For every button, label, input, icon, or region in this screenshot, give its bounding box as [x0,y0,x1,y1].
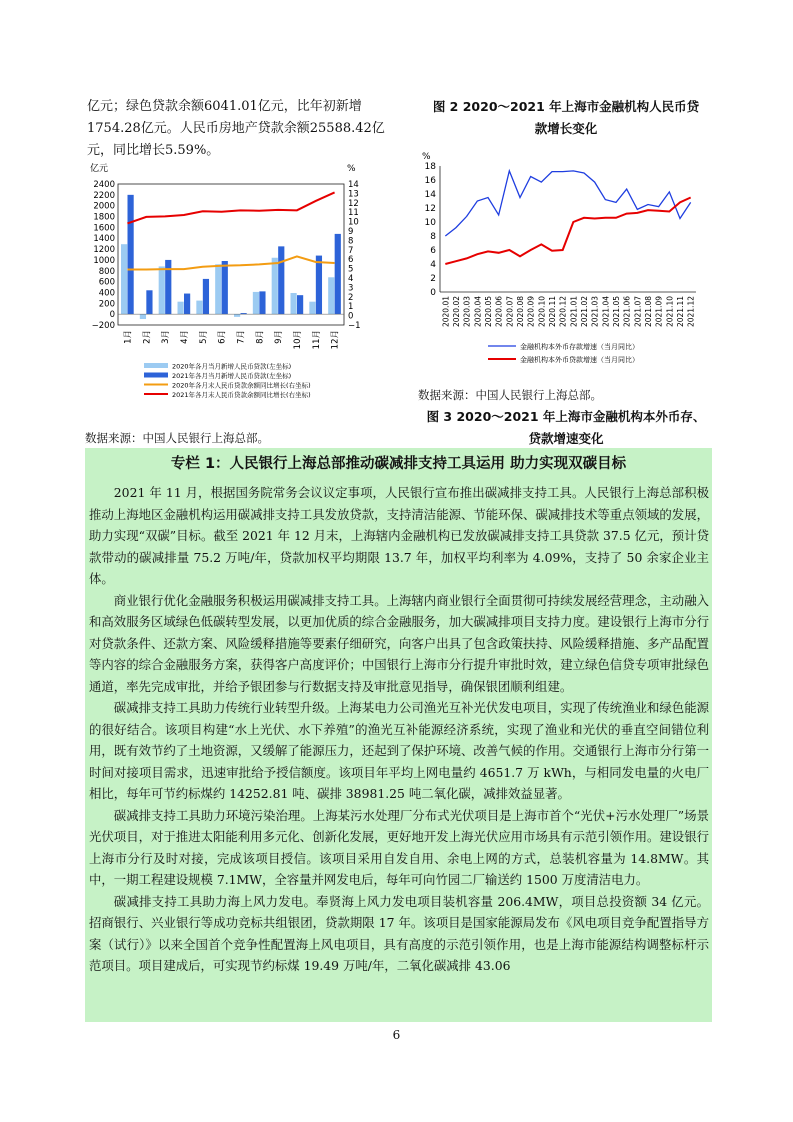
right-tick-label: 9 [348,227,354,237]
y-tick-label: 10 [424,218,436,228]
bar [159,266,165,314]
left-axis-unit: 亿元 [90,164,109,174]
page-number: 6 [392,1028,401,1042]
figure3-title-line1: 图 3 2020～2021 年上海市金融机构本外币存、 [426,409,706,424]
x-tick-label: 10月 [292,330,303,350]
figure3-title [416,406,716,450]
x-tick-label: 2020.05 [484,296,493,328]
legend-label: 金融机构本外币存款增速（当月同比） [520,343,639,351]
legend-label: 2021年各月末人民币贷款余额同比增长(右坐标) [172,391,311,399]
x-tick-label: 2020.02 [452,296,461,328]
bar [335,234,341,314]
x-tick-label: 2020.04 [473,296,483,328]
x-tick-label: 5月 [198,330,209,344]
left-tick-label: 1200 [93,245,115,256]
right-axis-unit: % [347,164,356,174]
x-tick-label: 4月 [179,330,190,344]
x-tick-label: 3月 [161,330,172,344]
bar [309,302,315,314]
figure3-title-line2: 贷款增速变化 [528,431,604,446]
box-paragraph: 2021 年 11 月，根据国务院常务会议议定事项，人民银行宣布推出碳减排支持工具。人民银行上海总部积极推动上海地区金融机构运用碳减排支持工具发放贷款，支持清洁能源、节能环保、碳减排技术等重点领域的发展，助力实现“双碳”目标。截至 2021 年 12 月末，上海辖内金融机构已发放碳减排支持工具贷款 37.5 亿元，预计贷款带动的碳减排量 75.2 万吨/年，贷款加权平均期限 13.7 年，加权平均利率为 4.09%，支持了 50 余家企业主体。 [89,485,709,586]
x-tick-label: 2021.07 [633,296,643,328]
bar [215,264,221,314]
x-tick-label: 2021.03 [590,296,600,328]
x-tick-label: 2021.08 [644,296,653,328]
right-tick-label: 3 [348,283,354,294]
left-tick-label: 1800 [93,212,115,223]
right-tick-label: 12 [348,198,359,209]
bar [178,302,184,314]
x-tick-label: 2020.12 [558,296,568,328]
legend-swatch [144,363,168,368]
figure2-title-line1: 图 2 2020～2021 年上海市金融机构人民币贷 [432,99,700,114]
box-body [89,482,709,977]
box-paragraph: 碳减排支持工具助力传统行业转型升级。上海某电力公司渔光互补光伏发电项目，实现了传统渔业和绿色能源的很好结合。该项目构建“水上光伏、水下养殖”的渔光互补能源经济系统，实现了渔业和光伏的垂直空间错位利用，既有效节约了土地资源，又缓解了能源压力，还起到了保护环境、改善气候的作用。交通银行上海市分行第一时间对接项目需求，迅速审批给予授信额度。该项目年平均上网电量约 4651.7 万 kWh，与相同发电量的火电厂相比，每年可节约标煤约 14252.81 吨、碳排 38981.25 吨二氧化碳，减排效益显著。 [89,700,709,801]
special-column-box [85,448,712,1022]
y-tick-label: 14 [424,190,436,200]
x-tick-label: 1月 [123,330,134,344]
x-tick-label: 2020.06 [494,296,504,328]
figure3-source: 数据来源：中国人民银行上海总部。 [418,388,602,402]
right-tick-label: 1 [348,302,354,313]
y-tick-label: 2 [430,274,436,284]
box-paragraph: 商业银行优化金融服务积极运用碳减排支持工具。上海辖内商业银行全面贯彻可持续发展经营理念，主动融入和高效服务区域绿色低碳转型发展，以更加优质的综合金融服务，加大碳减排项目支持力度。建设银行上海市分行对贷款条件、还款方案、风险缓释措施等要素仔细研究，向客户出具了包含政策扶持、风险缓释措施、多产品配置等内容的综合金融服务方案，获得客户高度评价；中国银行上海市分行提升审批时效，建立绿色信贷专项审批绿色通道，率先完成审批，并给予银团参与行数据支持及审批意见指导，确保银团顺利组建。 [89,592,709,694]
x-tick-label: 2月 [142,330,153,344]
x-tick-label: 2020.08 [516,296,525,328]
x-tick-label: 7月 [236,330,247,344]
left-tick-label: 800 [98,266,115,277]
bar [297,295,303,314]
box-title: 专栏 1：人民银行上海总部推动碳减排支持工具运用 助力实现双碳目标 [170,456,627,472]
figure2-source: 数据来源：中国人民银行上海总部。 [85,431,269,445]
legend-label: 金融机构本外币贷款增速（当月同比） [520,356,639,364]
right-tick-label: 7 [348,245,354,256]
right-tick-label: 8 [348,236,354,247]
bar [121,244,127,314]
y-tick-label: 16 [424,176,436,186]
x-tick-label: 9月 [274,330,285,344]
y-tick-label: 18 [424,162,436,172]
left-tick-label: 2200 [93,190,115,201]
y-tick-label: 6 [430,246,436,256]
x-tick-label: 2021.09 [654,296,664,328]
left-tick-label: 0 [109,310,115,321]
bar [253,292,259,314]
bar [146,290,152,314]
left-tick-label: 1000 [93,255,115,266]
x-tick-label: 11月 [311,330,322,350]
x-tick-label: 2020.09 [526,296,536,328]
x-tick-label: 2021.11 [676,296,685,328]
y-axis-unit: % [422,152,431,162]
x-tick-label: 2021.04 [601,296,611,328]
x-tick-label: 2021.02 [580,296,589,328]
x-tick-label: 2021.05 [612,296,621,328]
left-tick-label: 200 [98,299,115,310]
right-tick-label: 5 [348,264,354,275]
bar [234,314,240,317]
bar [128,195,134,314]
x-tick-label: 2020.07 [505,296,515,328]
right-tick-label: 0 [348,311,354,322]
box-paragraph: 碳减排支持工具助力海上风力发电。奉贤海上风力发电项目装机容量 206.4MW，项目总投资额 34 亿元。招商银行、兴业银行等成功竞标共组银团，贷款期限 17 年。该项目是国家能源局发布《风电项目竞争配置指导方案（试行）》以来全国首个竞争性配置海上风电项目，具有高度的示范引领作用，也是上海市能源结构调整标杆示范项目。项目建成后，可实现节约标煤 19.49 万吨/年，二氧化碳减排 43.06 [89,893,709,973]
legend-swatch [144,373,168,378]
left-tick-label: −200 [91,321,115,331]
intro-paragraph: 亿元；绿色贷款余额6041.01亿元，比年初新增1754.28亿元。人民币房地产贷款余额25588.42亿元，同比增长5.59%。 [87,99,385,158]
box-paragraph: 碳减排支持工具助力环境污染治理。上海某污水处理厂分布式光伏项目是上海市首个“光伏+污水处理厂”场景光伏项目，对于推进太阳能利用多元化、创新化发展，更好地开发上海光伏应用市场具有示范引领作用。建设银行上海市分行及时对接，完成该项目授信。该项目采用自发自用、余电上网的方式，总装机容量为 14.8MW。其中，一期工程建设规模 7.1MW，全容量并网发电后，每年可向竹园二厂输送约 1500 万度清洁电力。 [89,807,709,887]
left-tick-label: 1400 [93,234,115,245]
left-tick-label: 2000 [93,201,115,212]
x-tick-label: 6月 [217,330,228,344]
x-tick-label: 2021.01 [569,296,579,328]
series-line [445,198,690,265]
figure2-title [416,96,716,140]
x-tick-label: 2021.12 [686,296,696,328]
legend-label: 2020年各月当月新增人民币贷款(左坐标) [172,362,292,371]
bar [196,301,202,315]
legend-label: 2021年各月当月新增人民币贷款(左坐标) [172,372,292,380]
bar [316,256,322,315]
right-tick-label: 13 [348,189,359,200]
y-tick-label: 0 [430,288,436,298]
left-tick-label: 600 [98,277,115,288]
right-tick-label: 4 [348,274,354,284]
x-tick-label: 2020.11 [548,296,557,328]
bar [259,291,265,314]
bar [328,277,334,314]
y-tick-label: 4 [430,260,436,270]
x-tick-label: 2021.06 [622,296,632,328]
bar [140,314,146,319]
left-tick-label: 2400 [93,180,115,190]
x-tick-label: 2020.10 [537,296,547,328]
bar [222,261,228,314]
x-tick-label: 2021.10 [665,296,675,328]
right-tick-label: −1 [348,321,361,331]
bar [203,279,209,314]
bar [291,293,297,314]
bar [278,246,284,314]
series-line [127,256,334,269]
x-tick-label: 2020.01 [441,296,451,328]
x-tick-label: 12月 [330,330,341,350]
series-line [127,192,334,223]
bar [165,260,171,314]
bar [184,294,190,315]
y-tick-label: 12 [424,204,436,214]
x-tick-label: 8月 [255,330,266,344]
series-line [445,171,690,236]
figure2-title-line2: 款增长变化 [534,121,598,136]
figure2-chart [86,160,376,422]
left-tick-label: 400 [98,288,115,299]
right-tick-label: 10 [348,217,359,228]
right-tick-label: 2 [348,292,354,303]
x-tick-label: 2020.03 [462,296,472,328]
right-tick-label: 6 [348,255,354,266]
legend-label: 2020年各月末人民币贷款余额同比增长(右坐标) [172,381,311,390]
right-tick-label: 14 [348,180,359,190]
right-tick-label: 11 [348,208,359,219]
figure3-chart [418,146,708,378]
bar [272,258,278,314]
y-tick-label: 8 [430,232,436,242]
left-tick-label: 1600 [93,223,115,234]
